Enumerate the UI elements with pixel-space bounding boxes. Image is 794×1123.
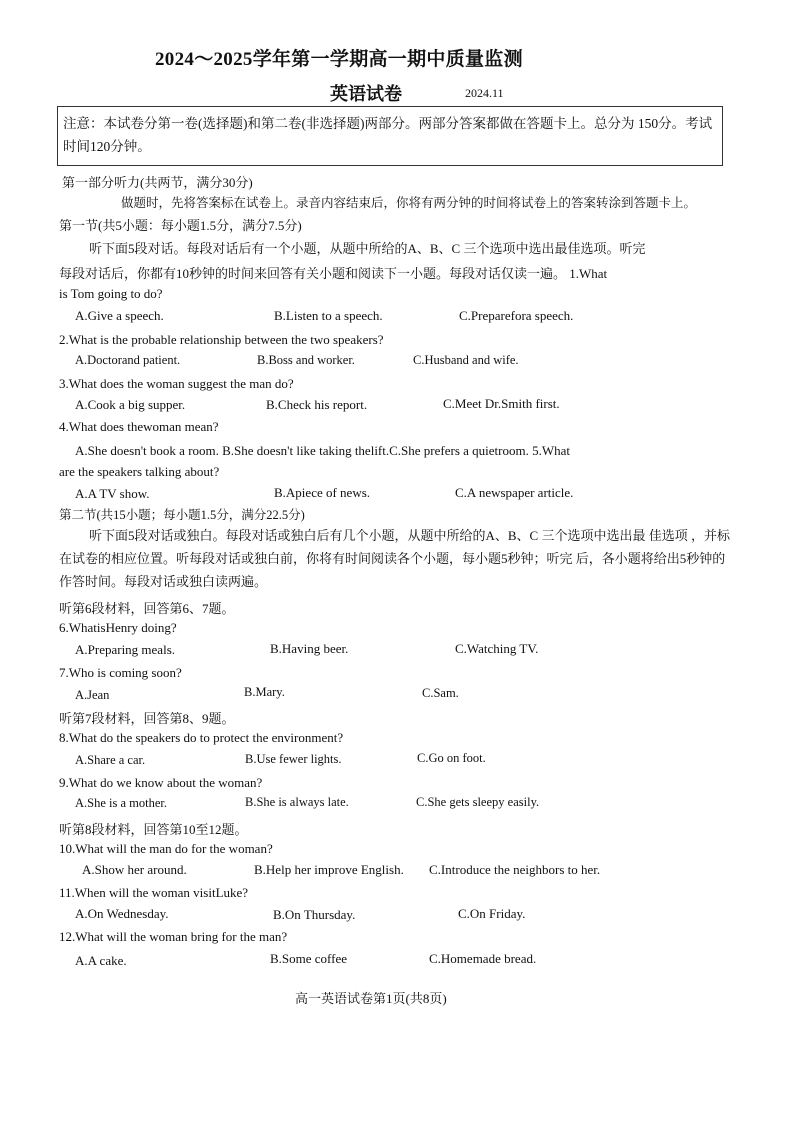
part1-heading: 第一部分听力(共两节，满分30分) <box>62 175 253 190</box>
exam-title: 2024～2025学年第一学期高一期中质量监测 <box>155 49 523 70</box>
page-footer: 高一英语试卷第1页(共8页) <box>295 991 447 1006</box>
question-3-text: 3.What does the woman suggest the man do? <box>59 376 294 391</box>
question-11-option-c: C.On Friday. <box>458 906 526 921</box>
notice-box <box>57 106 723 166</box>
section1-heading: 第一节(共5小题：每小题1.5分，满分7.5分) <box>59 218 302 233</box>
question-6-option-b: B.Having beer. <box>270 641 349 656</box>
question-2-option-a: A.Doctorand patient. <box>75 353 181 367</box>
question-2-text: 2.What is the probable relationship between the two speakers? <box>59 332 384 347</box>
question-1-text: is Tom going to do? <box>59 286 163 301</box>
question-10-option-c: C.Introduce the neighbors to her. <box>429 862 601 877</box>
question-12-option-b: B.Some coffee <box>270 951 348 966</box>
section1-instruction-line2: 每段对话后，你都有10秒钟的时间来回答有关小题和阅读下一小题。每段对话仅读一遍。 1.What <box>59 266 608 281</box>
notice-text: 注意：本试卷分第一卷(选择题)和第二卷(非选择题)两部分。两部分答案都做在答题卡上。总分为 150分。考试时间120分钟。 <box>63 116 713 154</box>
question-10-option-a: A.Show her around. <box>82 862 187 877</box>
section1-instruction-line1: 听下面5段对话。每段对话后有一个小题，从题中所给的A、B、C 三个选项中选出最佳选项。听完 <box>89 241 646 256</box>
question-8-text: 8.What do the speakers do to protect the environment? <box>59 730 344 745</box>
question-10-text: 10.What will the man do for the woman? <box>59 841 273 856</box>
question-4-options: A.She doesn't book a room. B.She doesn't like taking thelift.C.She prefers a quietroom. 5.What <box>75 443 570 458</box>
question-11-text: 11.When will the woman visitLuke? <box>59 885 249 900</box>
question-12-option-a: A.A cake. <box>75 953 127 968</box>
question-1-option-a: A.Give a speech. <box>75 308 164 323</box>
question-12-option-c: C.Homemade bread. <box>429 951 537 966</box>
exam-subtitle: 英语试卷 <box>330 84 402 104</box>
question-10-option-b: B.Help her improve English. <box>254 862 404 877</box>
question-11-option-b: B.On Thursday. <box>273 907 356 922</box>
question-6-option-c: C.Watching TV. <box>455 641 539 656</box>
part1-instruction: 做题时，先将答案标在试卷上。录音内容结束后，你将有两分钟的时间将试卷上的答案转涂到答题卡上。 <box>121 196 697 210</box>
question-7-option-c: C.Sam. <box>422 686 459 700</box>
question-2-option-c: C.Husband and wife. <box>413 353 519 367</box>
question-11-option-a: A.On Wednesday. <box>75 906 169 921</box>
question-7-option-a: A.Jean <box>75 688 110 702</box>
question-3-option-c: C.Meet Dr.Smith first. <box>443 396 560 411</box>
material-8-heading: 听第8段材料，回答第10至12题。 <box>59 822 248 837</box>
question-6-text: 6.WhatisHenry doing? <box>59 620 177 635</box>
question-8-option-c: C.Go on foot. <box>417 751 486 765</box>
question-8-option-a: A.Share a car. <box>75 753 146 767</box>
question-4-text: 4.What does thewoman mean? <box>59 419 219 434</box>
question-3-option-a: A.Cook a big supper. <box>75 397 186 412</box>
question-7-text: 7.Who is coming soon? <box>59 665 182 680</box>
section2-instruction: 听下面5段对话或独白。每段对话或独白后有几个小题，从题中所给的A、B、C 三个选项中选出最 佳选项 ，并标在试卷的相应位置。听每段对话或独白前，你将有时间阅读各个小题，每小题5秒钟；听完 后，各小题将给出5秒钟的作答时间。每段对话或独白读两遍。 <box>59 528 730 589</box>
question-9-option-c: C.She gets sleepy easily. <box>416 795 540 809</box>
question-12-text: 12.What will the woman bring for the man? <box>59 929 288 944</box>
question-5-text: are the speakers talking about? <box>59 464 220 479</box>
question-3-option-b: B.Check his report. <box>266 397 368 412</box>
exam-date: 2024.11 <box>465 86 504 100</box>
section2-heading: 第二节(共15小题；每小题1.5分，满分22.5分) <box>59 508 305 522</box>
question-9-text: 9.What do we know about the woman? <box>59 775 263 790</box>
question-2-option-b: B.Boss and worker. <box>257 353 355 367</box>
material-6-heading: 听第6段材料，回答第6、7题。 <box>59 601 235 616</box>
question-1-option-c: C.Preparefora speech. <box>459 308 574 323</box>
question-9-option-b: B.She is always late. <box>245 795 349 809</box>
question-5-option-c: C.A newspaper article. <box>455 485 574 500</box>
question-6-option-a: A.Preparing meals. <box>75 642 176 657</box>
material-7-heading: 听第7段材料，回答第8、9题。 <box>59 711 235 726</box>
question-1-option-b: B.Listen to a speech. <box>274 308 383 323</box>
question-5-option-a: A.A TV show. <box>75 486 150 501</box>
question-8-option-b: B.Use fewer lights. <box>245 752 342 766</box>
question-7-option-b: B.Mary. <box>244 685 285 699</box>
question-5-option-b: B.Apiece of news. <box>274 485 371 500</box>
question-9-option-a: A.She is a mother. <box>75 796 168 810</box>
